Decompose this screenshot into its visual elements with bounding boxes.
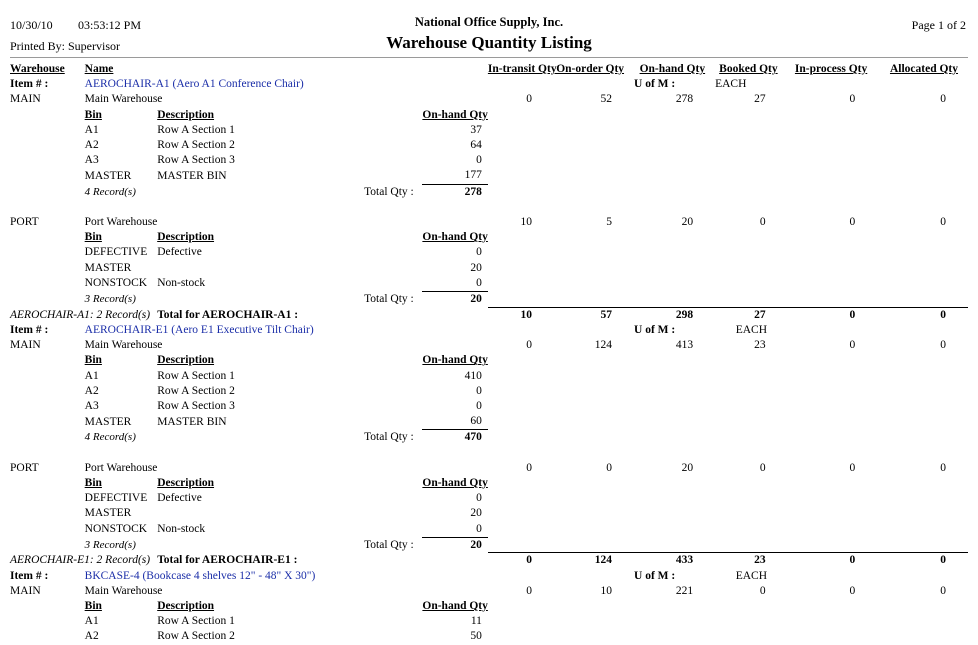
warehouse-record-count: 4 Record(s) [84, 431, 136, 444]
bin-header-row [10, 230, 968, 245]
warehouse-on-order: 124 [594, 339, 613, 352]
warehouse-allocated: 0 [940, 461, 946, 474]
col-bin-description: Description [157, 108, 215, 121]
bin-code: MASTER [84, 507, 132, 520]
warehouse-in-process: 0 [849, 584, 856, 597]
bin-code: MASTER [84, 169, 132, 182]
bin-on-hand: 0 [476, 246, 482, 259]
warehouse-record-count: 4 Record(s) [84, 185, 136, 198]
bin-description: Row A Section 1 [157, 369, 235, 382]
warehouse-name: Port Warehouse [84, 216, 158, 229]
report-title: Warehouse Quantity Listing [386, 33, 592, 52]
warehouse-row [10, 215, 968, 230]
item-total-allocated: 0 [877, 553, 968, 569]
bin-on-hand: 11 [470, 615, 482, 628]
report-header [0, 0, 978, 53]
col-allocated: Allocated Qty [889, 63, 958, 75]
bin-description: Row A Section 1 [157, 123, 235, 136]
bin-description: MASTER BIN [157, 415, 227, 428]
bin-description: Row A Section 3 [157, 154, 235, 167]
item-link[interactable]: AEROCHAIR-E1 (Aero E1 Executive Tilt Chair) [84, 323, 314, 336]
warehouse-booked: 0 [759, 461, 766, 474]
warehouse-total-qty: 278 [422, 184, 488, 200]
bin-code: DEFECTIVE [84, 492, 148, 505]
warehouse-row [10, 584, 968, 599]
item-record-summary: AEROCHAIR-E1: 2 Record(s) [10, 554, 151, 567]
item-total-on-order: 57 [554, 307, 634, 323]
warehouse-name: Port Warehouse [84, 461, 158, 474]
bin-row [10, 138, 968, 153]
warehouse-in-transit: 0 [526, 461, 533, 474]
bin-on-hand: 64 [470, 139, 482, 152]
bin-on-hand: 60 [470, 415, 482, 428]
warehouse-in-process: 0 [849, 461, 856, 474]
col-on-hand: On-hand Qty [639, 63, 706, 75]
col-bin-description: Description [157, 600, 215, 613]
warehouse-quantity-table [10, 62, 968, 645]
warehouse-in-process: 0 [849, 216, 856, 229]
total-qty-label: Total Qty : [364, 538, 414, 551]
col-on-order: On-order Qty [556, 63, 625, 75]
bin-code: NONSTOCK [84, 523, 148, 536]
warehouse-total-qty: 470 [422, 430, 488, 446]
warehouse-in-transit: 0 [526, 93, 533, 106]
bin-on-hand: 0 [476, 384, 482, 397]
warehouse-in-process: 0 [849, 339, 856, 352]
bin-row [10, 261, 968, 276]
bin-description: Defective [157, 246, 202, 259]
col-bin: Bin [84, 354, 102, 367]
bin-on-hand: 410 [464, 369, 482, 382]
bin-row [10, 414, 968, 430]
item-total-allocated: 0 [877, 307, 968, 323]
item-header-row [10, 569, 968, 584]
col-bin: Bin [84, 108, 102, 121]
item-total-label: Total for AEROCHAIR-E1 : [157, 554, 298, 567]
item-number-label: Item # : [10, 323, 49, 336]
col-bin-on-hand: On-hand Qty [422, 231, 488, 244]
printed-by: Printed By: Supervisor [10, 39, 120, 53]
bin-row [10, 153, 968, 168]
bin-header-row [10, 599, 968, 614]
warehouse-name: Main Warehouse [84, 584, 163, 597]
bin-description: Non-stock [157, 277, 206, 290]
bin-code: A2 [84, 139, 99, 152]
item-total-on-hand: 298 [634, 307, 715, 323]
bin-code: A2 [84, 630, 99, 643]
bin-code: A2 [84, 384, 99, 397]
warehouse-record-count: 3 Record(s) [84, 538, 136, 551]
bin-description: Row A Section 1 [157, 615, 235, 628]
bin-row [10, 491, 968, 506]
bin-on-hand: 0 [476, 492, 482, 505]
warehouse-on-order: 0 [606, 461, 613, 474]
bin-header-row [10, 476, 968, 491]
col-in-transit: In-transit Qty [487, 63, 557, 75]
item-total-booked: 23 [715, 553, 788, 569]
bin-code: A1 [84, 369, 99, 382]
report-body [0, 62, 978, 645]
bin-on-hand: 20 [470, 507, 482, 520]
warehouse-in-transit: 0 [526, 584, 533, 597]
col-booked: Booked Qty [719, 63, 778, 75]
company-name: National Office Supply, Inc. [414, 15, 564, 29]
col-bin-description: Description [157, 231, 215, 244]
warehouse-total-qty: 20 [422, 292, 488, 308]
bin-code: A3 [84, 154, 99, 167]
uom-label: U of M : [634, 323, 676, 336]
col-bin-description: Description [157, 476, 215, 489]
bin-description [157, 261, 355, 276]
bin-row [10, 506, 968, 521]
bin-row [10, 245, 968, 260]
warehouse-name: Main Warehouse [84, 339, 163, 352]
bin-row [10, 276, 968, 292]
col-name: Name [84, 63, 114, 75]
bin-row [10, 614, 968, 629]
bin-row [10, 522, 968, 538]
bin-description: Row A Section 2 [157, 139, 235, 152]
bin-row [10, 384, 968, 399]
bin-description: Defective [157, 492, 202, 505]
warehouse-code: MAIN [10, 584, 41, 597]
item-total-on-order: 124 [554, 553, 634, 569]
warehouse-total-row [10, 537, 968, 553]
warehouse-row [10, 461, 968, 476]
warehouse-in-transit: 10 [520, 216, 533, 229]
warehouse-code: MAIN [10, 339, 41, 352]
item-total-in-transit: 10 [488, 307, 554, 323]
bin-code: A1 [84, 615, 99, 628]
warehouse-booked: 27 [754, 93, 766, 106]
page-indicator: Page 1 of 2 [911, 18, 966, 32]
col-warehouse: Warehouse [10, 63, 65, 75]
item-total-label: Total for AEROCHAIR-A1 : [157, 308, 299, 321]
bin-on-hand: 0 [476, 522, 482, 535]
col-bin: Bin [84, 231, 102, 244]
bin-code: MASTER [84, 261, 132, 274]
warehouse-total-row [10, 292, 968, 308]
warehouse-code: PORT [10, 216, 39, 229]
item-link[interactable]: BKCASE-4 (Bookcase 4 shelves 12" - 48" X 30") [84, 569, 316, 582]
item-header-row [10, 323, 968, 338]
uom-label: U of M : [634, 569, 676, 582]
uom-value: EACH [735, 569, 768, 582]
warehouse-on-hand: 20 [681, 461, 694, 474]
warehouse-row [10, 338, 968, 353]
bin-code: A3 [84, 399, 99, 412]
warehouse-booked: 23 [754, 339, 766, 352]
item-header-row [10, 77, 968, 92]
uom-value: EACH [715, 78, 747, 91]
col-bin: Bin [84, 476, 102, 489]
bin-description: Row A Section 2 [157, 384, 235, 397]
item-link[interactable]: AEROCHAIR-A1 (Aero A1 Conference Chair) [84, 78, 304, 91]
warehouse-on-order: 52 [600, 93, 613, 106]
bin-row [10, 399, 968, 414]
bin-on-hand: 0 [476, 154, 482, 167]
warehouse-on-order: 10 [600, 584, 613, 597]
warehouse-on-hand: 20 [681, 216, 694, 229]
item-number-label: Item # : [10, 78, 49, 91]
col-bin-on-hand: On-hand Qty [422, 108, 488, 121]
item-total-booked: 27 [715, 307, 788, 323]
item-total-row [10, 553, 968, 569]
bin-on-hand: 20 [470, 261, 482, 274]
warehouse-name: Main Warehouse [84, 93, 163, 106]
bin-header-row [10, 353, 968, 368]
total-qty-label: Total Qty : [364, 431, 414, 444]
warehouse-allocated: 0 [940, 339, 946, 352]
col-bin-on-hand: On-hand Qty [422, 476, 488, 489]
warehouse-allocated: 0 [940, 216, 946, 229]
bin-on-hand: 50 [470, 630, 482, 643]
bin-description: Row A Section 2 [157, 630, 235, 643]
header-divider [10, 57, 968, 58]
col-bin-on-hand: On-hand Qty [422, 354, 488, 367]
warehouse-on-order: 5 [606, 216, 613, 229]
bin-on-hand: 0 [476, 276, 482, 289]
warehouse-total-row [10, 430, 968, 446]
bin-code: DEFECTIVE [84, 246, 148, 259]
item-total-in-transit: 0 [488, 553, 554, 569]
bin-on-hand: 0 [476, 399, 482, 412]
bin-on-hand: 37 [470, 123, 482, 136]
warehouse-allocated: 0 [940, 93, 946, 106]
bin-description: Row A Section 3 [157, 399, 235, 412]
bin-code: MASTER [84, 415, 132, 428]
bin-description: Non-stock [157, 523, 206, 536]
warehouse-total-row [10, 184, 968, 200]
warehouse-on-hand: 413 [675, 339, 694, 352]
warehouse-record-count: 3 Record(s) [84, 293, 136, 306]
bin-on-hand: 177 [464, 169, 482, 182]
warehouse-on-hand: 278 [675, 93, 694, 106]
col-bin: Bin [84, 600, 102, 613]
bin-description [157, 506, 355, 521]
warehouse-on-hand: 221 [675, 584, 694, 597]
col-bin-description: Description [157, 354, 215, 367]
total-qty-label: Total Qty : [364, 293, 414, 306]
item-record-summary: AEROCHAIR-A1: 2 Record(s) [10, 308, 151, 321]
uom-value: EACH [735, 323, 768, 336]
uom-label: U of M : [634, 78, 676, 91]
bin-row [10, 168, 968, 184]
bin-header-row [10, 108, 968, 123]
warehouse-allocated: 0 [940, 584, 946, 597]
item-total-row [10, 307, 968, 323]
bin-code: A1 [84, 123, 99, 136]
warehouse-in-transit: 0 [526, 339, 533, 352]
warehouse-code: MAIN [10, 93, 41, 106]
item-total-in-process: 0 [788, 553, 878, 569]
table-header-row [10, 62, 968, 77]
warehouse-code: PORT [10, 461, 39, 474]
item-number-label: Item # : [10, 569, 49, 582]
total-qty-label: Total Qty : [364, 185, 414, 198]
warehouse-booked: 0 [759, 216, 766, 229]
print-date: 10/30/10 [10, 18, 53, 32]
warehouse-in-process: 0 [849, 93, 856, 106]
warehouse-booked: 0 [759, 584, 766, 597]
item-total-on-hand: 433 [634, 553, 715, 569]
item-total-in-process: 0 [788, 307, 878, 323]
bin-description: MASTER BIN [157, 169, 227, 182]
col-bin-on-hand: On-hand Qty [422, 600, 488, 613]
bin-row [10, 369, 968, 384]
warehouse-row [10, 92, 968, 107]
bin-row [10, 123, 968, 138]
warehouse-total-qty: 20 [422, 537, 488, 553]
print-time: 03:53:12 PM [78, 18, 142, 32]
bin-code: NONSTOCK [84, 277, 148, 290]
col-in-process: In-process Qty [794, 63, 868, 75]
bin-row [10, 629, 968, 644]
